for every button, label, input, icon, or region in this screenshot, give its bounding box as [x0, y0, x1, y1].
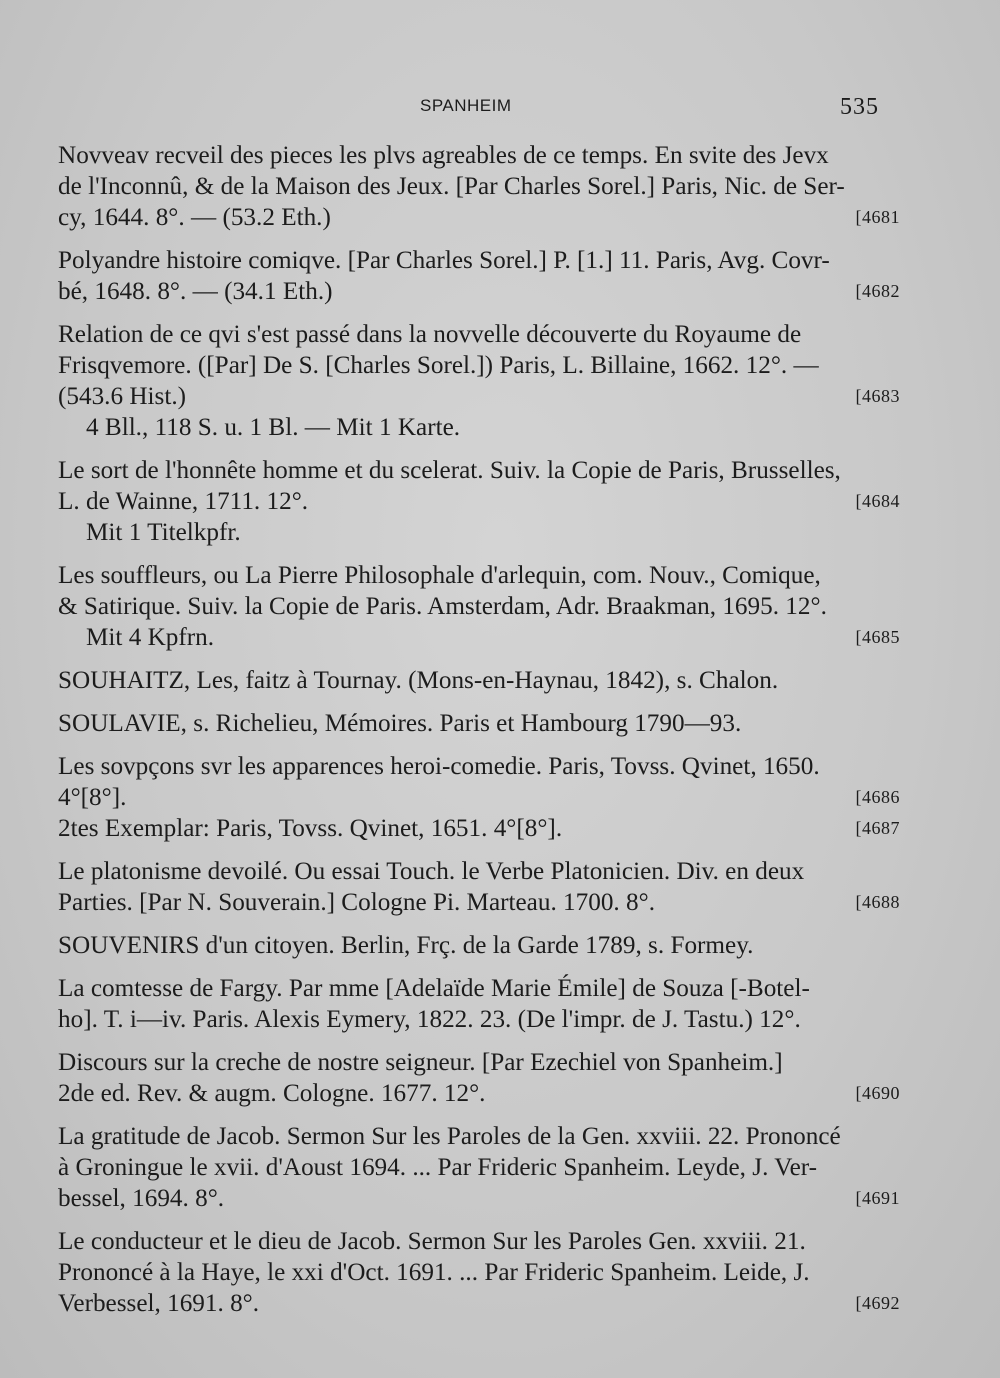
entry-number: [4688	[855, 892, 900, 912]
entry-line: SOUVENIRS d'un citoyen. Berlin, Frç. de la Garde 1789, s. Formey.	[58, 932, 754, 959]
entry-line: Le conducteur et le dieu de Jacob. Sermon Sur les Paroles Gen. xxviii. 21.	[58, 1228, 806, 1255]
entry-line: Le sort de l'honnête homme et du scelerat. Suiv. la Copie de Paris, Brusselles,	[58, 457, 841, 484]
entry-number: [4682	[855, 281, 900, 301]
entry-number: [4686	[855, 787, 900, 807]
page-header	[0, 94, 1000, 126]
cross-reference-entry	[58, 930, 888, 961]
entry-number: [4692	[855, 1293, 900, 1313]
entry-note: Mit 1 Titelkpfr.	[86, 519, 241, 546]
entry-line: Polyandre histoire comiqve. [Par Charles Sorel.] P. [1.] 11. Paris, Avg. Covr-	[58, 247, 830, 274]
entry-line: de l'Inconnû, & de la Maison des Jeux. [Par Charles Sorel.] Paris, Nic. de Ser-	[58, 173, 845, 200]
entry-number: [4690	[855, 1083, 900, 1103]
entry-line: Novveav recveil des pieces les plvs agreables de ce temps. En svite des Jevx	[58, 142, 829, 169]
entry-line: 2tes Exemplar: Paris, Tovss. Qvinet, 1651. 4°[8°].	[58, 815, 563, 842]
entry-line: La comtesse de Fargy. Par mme [Adelaïde Marie Émile] de Souza [-Botel-	[58, 975, 810, 1002]
entry-line: cy, 1644. 8°. — (53.2 Eth.)	[58, 204, 331, 231]
entry-line: Parties. [Par N. Souverain.] Cologne Pi. Marteau. 1700. 8°.	[58, 889, 655, 916]
entry-line: 4°[8°].	[58, 784, 127, 811]
catalog-entry	[58, 1226, 900, 1319]
entry-number: [4687	[855, 818, 900, 838]
entry-line: Les souffleurs, ou La Pierre Philosophale d'arlequin, com. Nouv., Comique,	[58, 562, 821, 589]
entry-line: Discours sur la creche de nostre seigneur. [Par Ezechiel von Spanheim.]	[58, 1049, 783, 1076]
entry-line: bé, 1648. 8°. — (34.1 Eth.)	[58, 278, 333, 305]
entry-number: [4684	[855, 491, 900, 511]
entry-number: [4681	[855, 207, 900, 227]
catalog-entry	[58, 1121, 900, 1214]
entry-line: Le platonisme devoilé. Ou essai Touch. le Verbe Platonicien. Div. en deux	[58, 858, 805, 885]
entry-line: Les sovpçons svr les apparences heroi-comedie. Paris, Tovss. Qvinet, 1650.	[58, 753, 820, 780]
catalog-entries	[58, 140, 900, 1331]
entry-line: & Satirique. Suiv. la Copie de Paris. Amsterdam, Adr. Braakman, 1695. 12°.	[58, 593, 827, 620]
entry-line: bessel, 1694. 8°.	[58, 1185, 225, 1212]
running-title: SPANHEIM	[420, 96, 512, 115]
entry-line: La gratitude de Jacob. Sermon Sur les Paroles de la Gen. xxviii. 22. Prononcé	[58, 1123, 841, 1150]
catalog-entry	[58, 1047, 900, 1109]
catalog-entry	[58, 245, 900, 307]
entry-number: [4685	[855, 627, 900, 647]
catalog-entry	[58, 140, 900, 233]
entry-line: SOULAVIE, s. Richelieu, Mémoires. Paris et Hambourg 1790—93.	[58, 710, 742, 737]
entry-line: Frisqvemore. ([Par] De S. [Charles Sorel.]) Paris, L. Billaine, 1662. 12°. —	[58, 352, 819, 379]
catalog-entry	[58, 751, 900, 813]
entry-line: à Groningue le xvii. d'Aoust 1694. ... Par Frideric Spanheim. Leyde, J. Ver-	[58, 1154, 818, 1181]
entry-line: SOUHAITZ, Les, faitz à Tournay. (Mons-en-Haynau, 1842), s. Chalon.	[58, 667, 779, 694]
entry-line: 2de ed. Rev. & augm. Cologne. 1677. 12°.	[58, 1080, 486, 1107]
cross-reference-entry	[58, 665, 888, 696]
entry-number: [4691	[855, 1188, 900, 1208]
entry-note: Mit 4 Kpfrn.	[86, 624, 215, 651]
catalog-entry	[58, 973, 888, 1035]
entry-line: Prononcé à la Haye, le xxi d'Oct. 1691. ... Par Frideric Spanheim. Leide, J.	[58, 1259, 810, 1286]
entry-line: L. de Wainne, 1711. 12°.	[58, 488, 309, 515]
catalog-entry	[58, 856, 900, 918]
entry-line: ho]. T. i—iv. Paris. Alexis Eymery, 1822. 23. (De l'impr. de J. Tastu.) 12°.	[58, 1006, 801, 1033]
catalog-entry	[58, 455, 900, 548]
entry-line: Verbessel, 1691. 8°.	[58, 1290, 260, 1317]
catalog-entry	[58, 813, 900, 844]
cross-reference-entry	[58, 708, 888, 739]
catalog-entry	[58, 319, 900, 443]
entry-line: (543.6 Hist.)	[58, 383, 187, 410]
page-number: 535	[840, 94, 879, 120]
entry-line: Relation de ce qvi s'est passé dans la novvelle découverte du Royaume de	[58, 321, 802, 348]
entry-note: 4 Bll., 118 S. u. 1 Bl. — Mit 1 Karte.	[86, 414, 461, 441]
entry-number: [4683	[855, 386, 900, 406]
catalog-entry	[58, 560, 900, 653]
